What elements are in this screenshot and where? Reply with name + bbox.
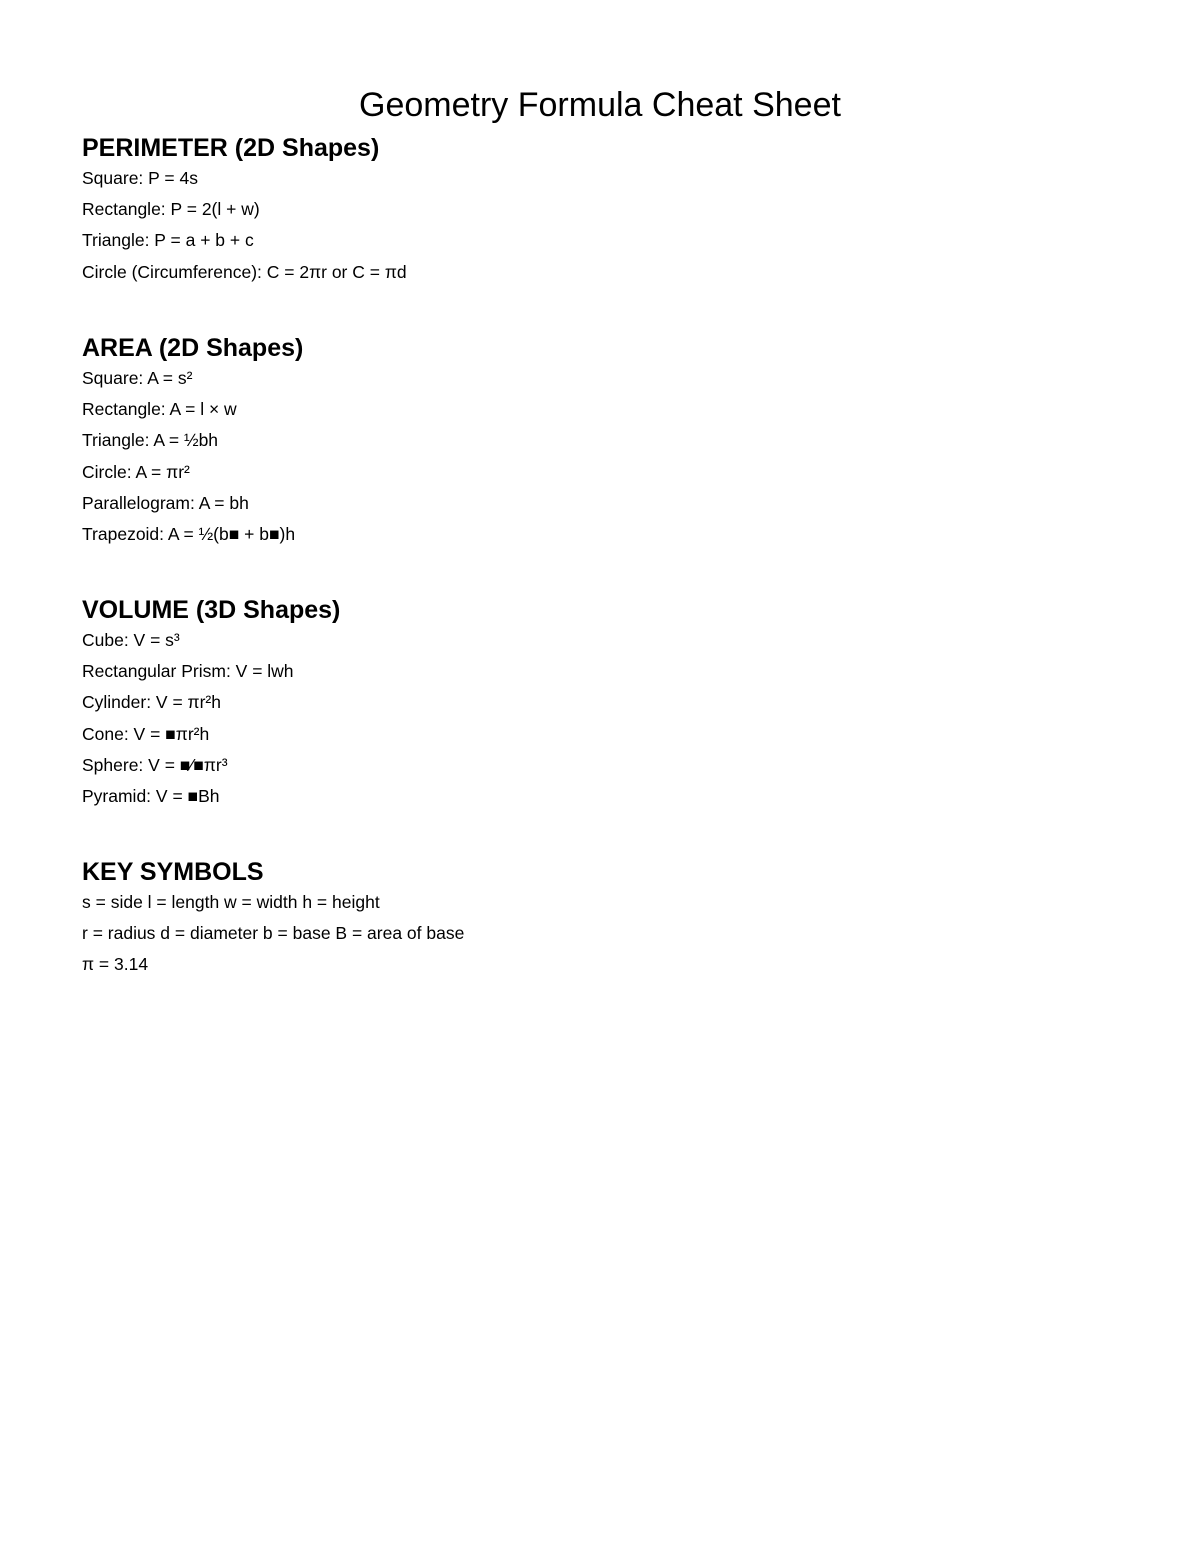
- formula-line: Sphere: V = ■⁄■πr³: [82, 754, 228, 775]
- formula-line: Square: P = 4s: [82, 168, 198, 188]
- formula-line: Cylinder: V = πr²h: [82, 692, 221, 713]
- formula-line: Triangle: P = a + b + c: [82, 230, 254, 251]
- volume-heading: VOLUME (3D Shapes): [82, 596, 341, 624]
- symbol-line: s = side l = length w = width h = height: [82, 892, 380, 912]
- formula-line: Rectangle: A = l × w: [82, 399, 237, 420]
- area-section: [82, 333, 1082, 550]
- perimeter-section: [82, 133, 1082, 288]
- formula-line: Pyramid: V = ■Bh: [82, 785, 220, 806]
- formula-line: Rectangle: P = 2(l + w): [82, 199, 260, 220]
- key-symbols-section: [82, 857, 1082, 981]
- symbol-line: π = 3.14: [82, 954, 149, 975]
- area-heading: AREA (2D Shapes): [82, 334, 304, 362]
- symbol-line: r = radius d = diameter b = base B = area of base: [82, 923, 465, 944]
- formula-line: Cone: V = ■πr²h: [82, 723, 210, 744]
- volume-section: [82, 595, 1082, 812]
- formula-line: Parallelogram: A = bh: [82, 492, 249, 513]
- formula-line: Circle (Circumference): C = 2πr or C = πd: [82, 261, 407, 282]
- formula-line: Triangle: A = ½bh: [82, 430, 219, 451]
- page-title: Geometry Formula Cheat Sheet: [359, 86, 841, 124]
- formula-line: Trapezoid: A = ½(b■ + b■)h: [82, 523, 296, 544]
- formula-line: Cube: V = s³: [82, 630, 180, 650]
- perimeter-heading: PERIMETER (2D Shapes): [82, 134, 380, 162]
- formula-line: Circle: A = πr²: [82, 461, 190, 482]
- key-symbols-heading: KEY SYMBOLS: [82, 858, 264, 886]
- formula-line: Square: A = s²: [82, 368, 193, 388]
- formula-line: Rectangular Prism: V = lwh: [82, 661, 294, 682]
